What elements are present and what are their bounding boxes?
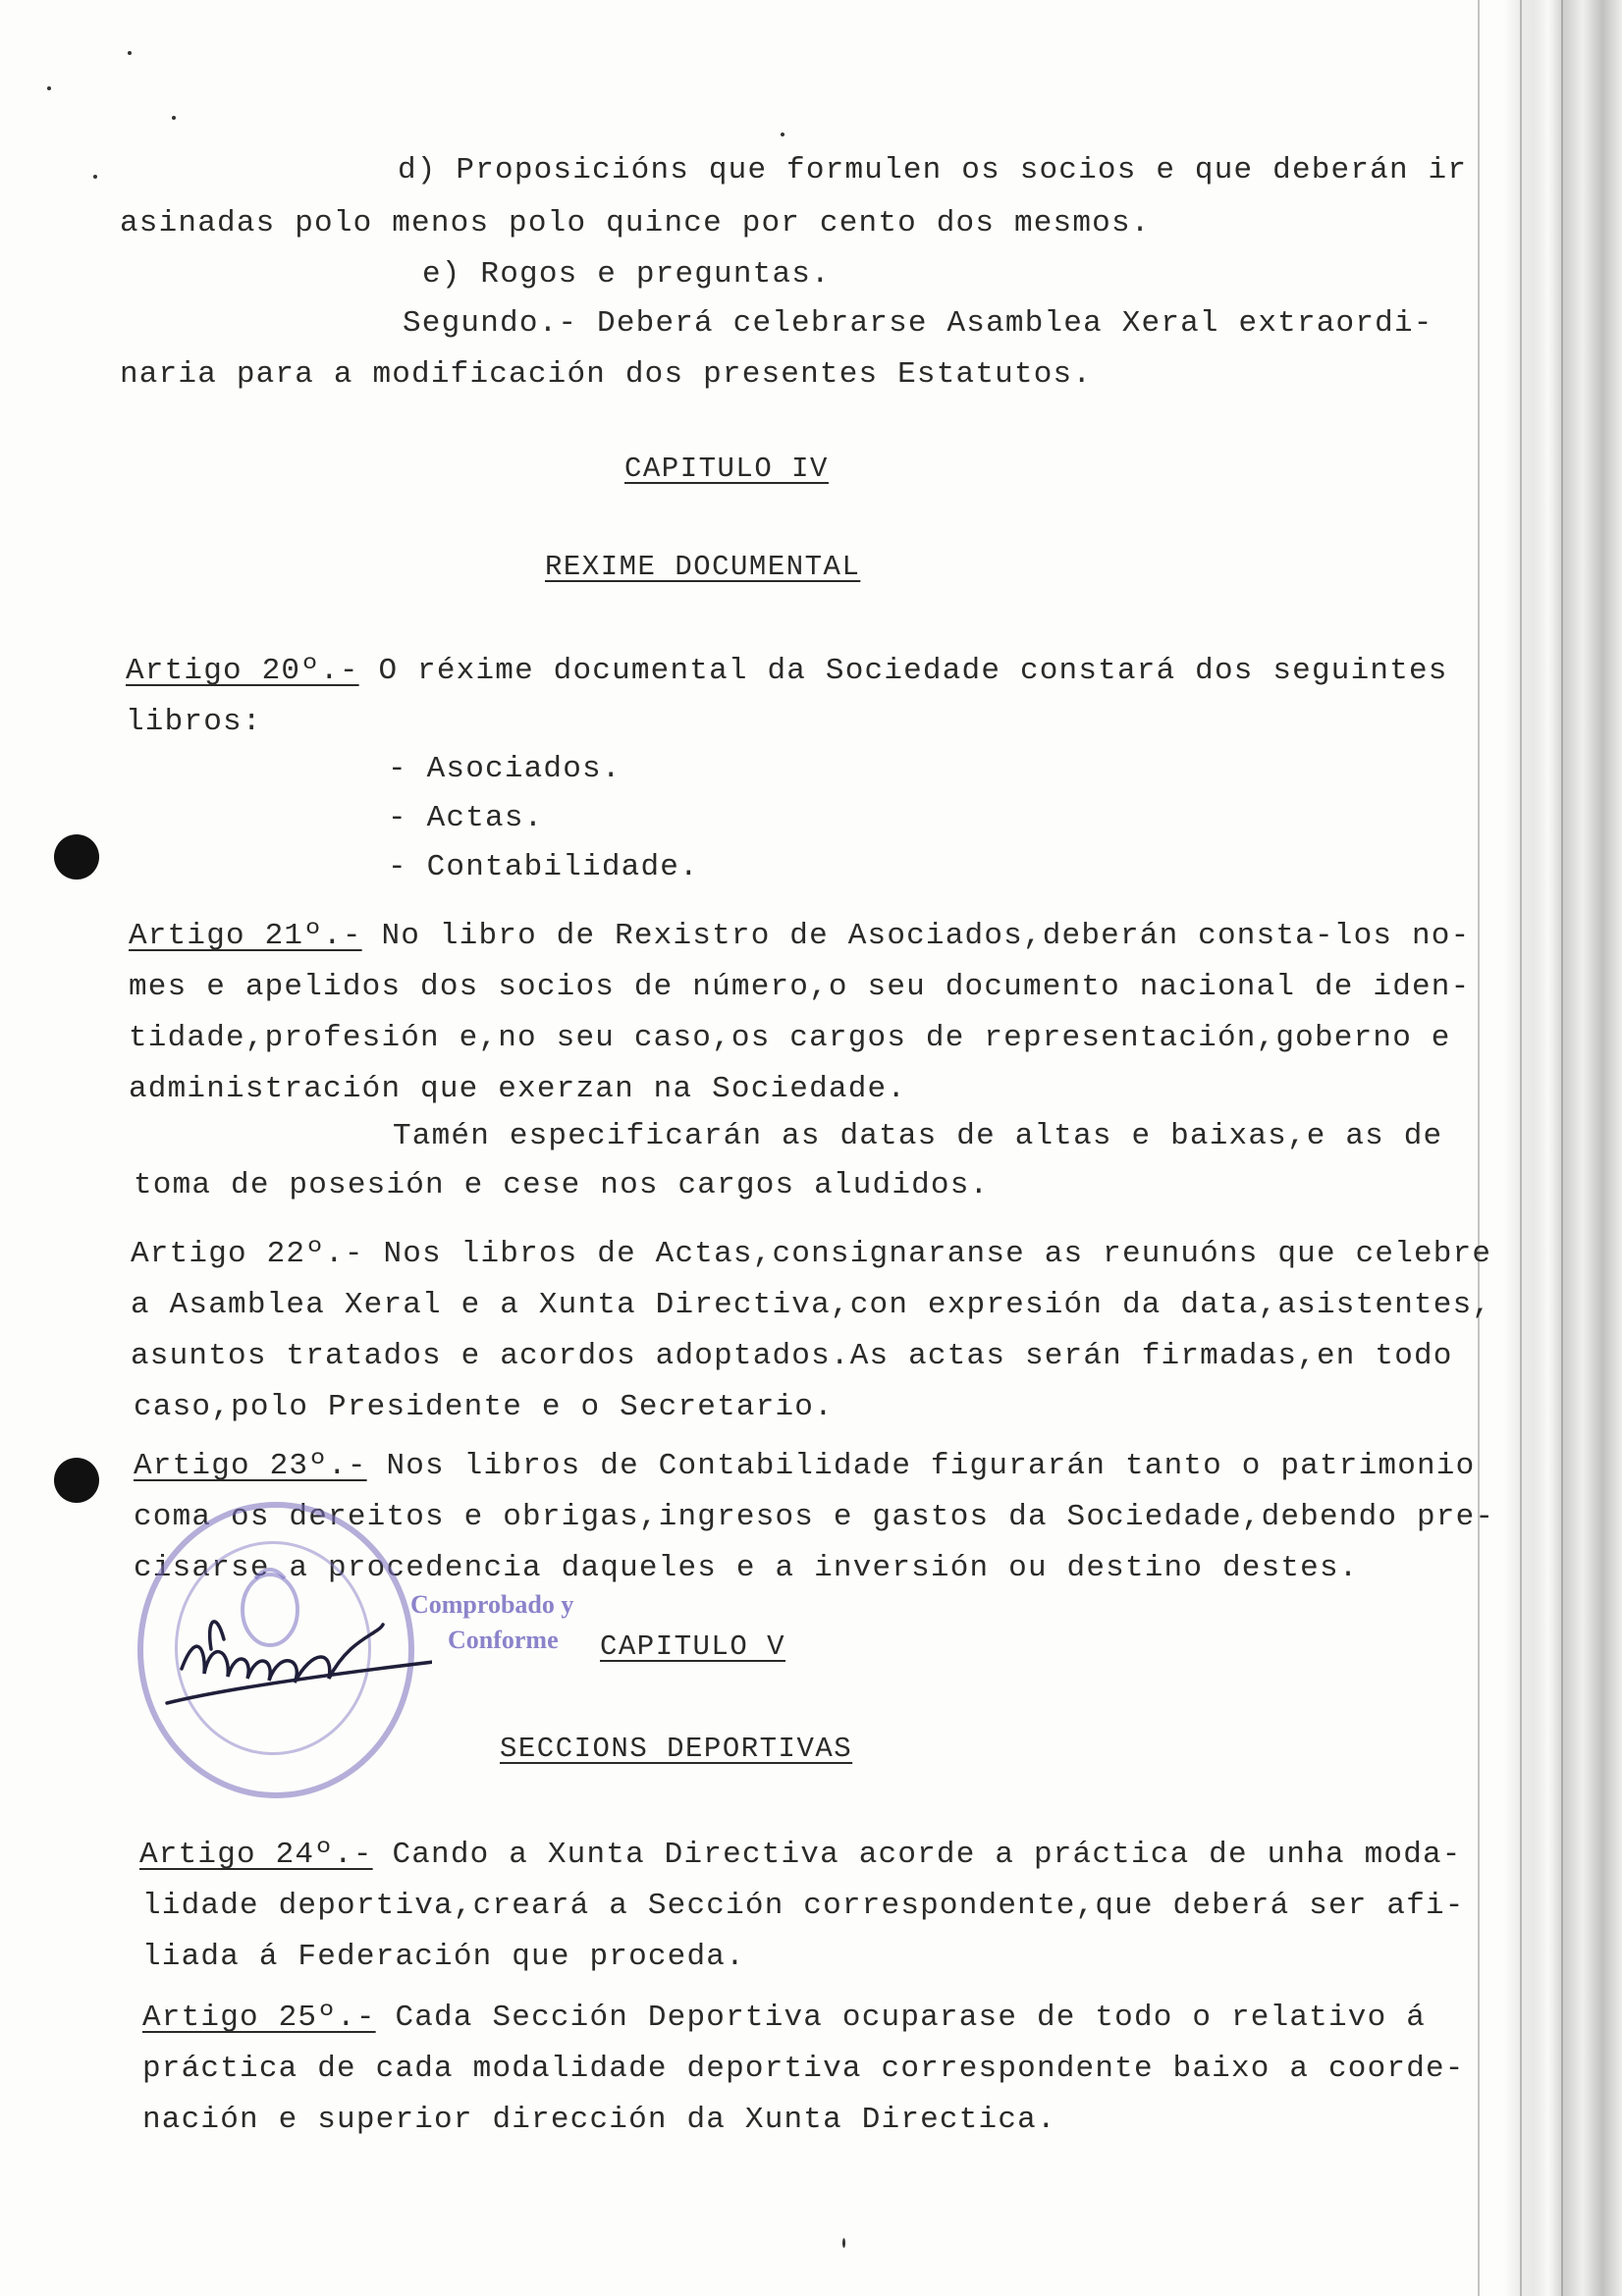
text-line: Segundo.- Deberá celebrarse Asamblea Xeral extraordi- <box>403 306 1433 341</box>
text-line: toma de posesión e cese nos cargos aludidos. <box>134 1168 990 1202</box>
stamp-text: Conforme <box>448 1626 559 1654</box>
text-line: d) Proposicións que formulen os socios e que deberán ir <box>398 153 1468 187</box>
list-item: - Actas. <box>388 801 544 835</box>
article-23 <box>134 1447 1475 1486</box>
text-line: O réxime documental da Sociedade constará dos seguintes <box>358 654 1448 688</box>
stamp-text: Comprobado y <box>410 1590 574 1619</box>
text-line: práctica de cada modalidade deportiva correspondente baixo a coorde- <box>142 2052 1465 2086</box>
article-label: Artigo 21º.- <box>129 919 362 953</box>
text-line: mes e apelidos dos socios de número,o seu documento nacional de iden- <box>129 970 1471 1004</box>
text-line: Nos libros de Contabilidade figurarán tanto o patrimonio <box>366 1449 1476 1483</box>
text-line: No libro de Rexistro de Asociados,deberán consta-los no- <box>361 919 1471 953</box>
speck <box>172 116 176 120</box>
article-label: Artigo 23º.- <box>134 1449 367 1483</box>
scan-edge-line <box>1478 0 1480 2296</box>
article-22 <box>131 1235 1491 1274</box>
chapter-title: CAPITULO V <box>600 1630 786 1663</box>
text-line: tidade,profesión e,no seu caso,os cargos de representación,goberno e <box>129 1021 1451 1055</box>
punch-hole <box>54 1458 99 1503</box>
scan-edge-line <box>1520 0 1522 2296</box>
text-line: Nos libros de Actas,consignaranse as reunuóns que celebre <box>363 1237 1492 1271</box>
punch-hole <box>54 834 99 880</box>
list-item: - Asociados. <box>388 752 622 786</box>
speck <box>842 2238 845 2248</box>
article-label: Artigo 20º.- <box>126 654 359 688</box>
text-line: cisarse a procedencia daqueles e a inversión ou destino destes. <box>134 1551 1359 1585</box>
speck <box>128 51 132 55</box>
text-line: e) Rogos e preguntas. <box>422 257 831 292</box>
text-line: nación e superior dirección da Xunta Directica. <box>142 2103 1056 2137</box>
speck <box>47 86 51 90</box>
speck <box>781 133 784 136</box>
chapter-title: CAPITULO IV <box>624 453 829 485</box>
text-line: coma os dereitos e obrigas,ingresos e gastos da Sociedade,debendo pre- <box>134 1500 1495 1534</box>
article-20 <box>126 652 1448 691</box>
list-item: - Contabilidade. <box>388 850 699 884</box>
text-line: Cada Sección Deportiva ocuparase de todo o relativo á <box>375 2001 1427 2035</box>
article-label: Artigo 24º.- <box>139 1838 373 1872</box>
text-line: Cando a Xunta Directiva acorde a práctica de unha moda- <box>372 1838 1462 1872</box>
text-line: administración que exerzan na Sociedade. <box>129 1072 907 1106</box>
text-line: caso,polo Presidente e o Secretario. <box>134 1390 834 1424</box>
article-25 <box>142 1999 1426 2038</box>
article-label: Artigo 25º.- <box>142 2001 376 2035</box>
scan-edge-line <box>1561 0 1563 2296</box>
article-24 <box>139 1836 1462 1875</box>
text-line: lidade deportiva,creará a Sección correspondente,que deberá ser afi- <box>142 1889 1465 1923</box>
text-line: Tamén especificarán as datas de altas e baixas,e as de <box>393 1119 1443 1153</box>
signature-icon <box>137 1502 432 1796</box>
chapter-subtitle: REXIME DOCUMENTAL <box>545 551 861 583</box>
text-line: a Asamblea Xeral e a Xunta Directiva,con expresión da data,asistentes, <box>131 1288 1492 1322</box>
scan-edge-shadow <box>1504 0 1622 2296</box>
text-line: asuntos tratados e acordos adoptados.As actas serán firmadas,en todo <box>131 1339 1453 1373</box>
article-label: Artigo 22º.- <box>131 1237 364 1271</box>
text-line: liada á Federación que proceda. <box>142 1940 745 1974</box>
text-line: asinadas polo menos polo quince por cento dos mesmos. <box>120 206 1151 240</box>
article-21 <box>129 917 1470 956</box>
text-line: libros: <box>126 705 262 739</box>
text-line: naria para a modificación dos presentes Estatutos. <box>120 357 1093 392</box>
chapter-subtitle: SECCIONS DEPORTIVAS <box>500 1733 853 1765</box>
speck <box>93 175 97 179</box>
